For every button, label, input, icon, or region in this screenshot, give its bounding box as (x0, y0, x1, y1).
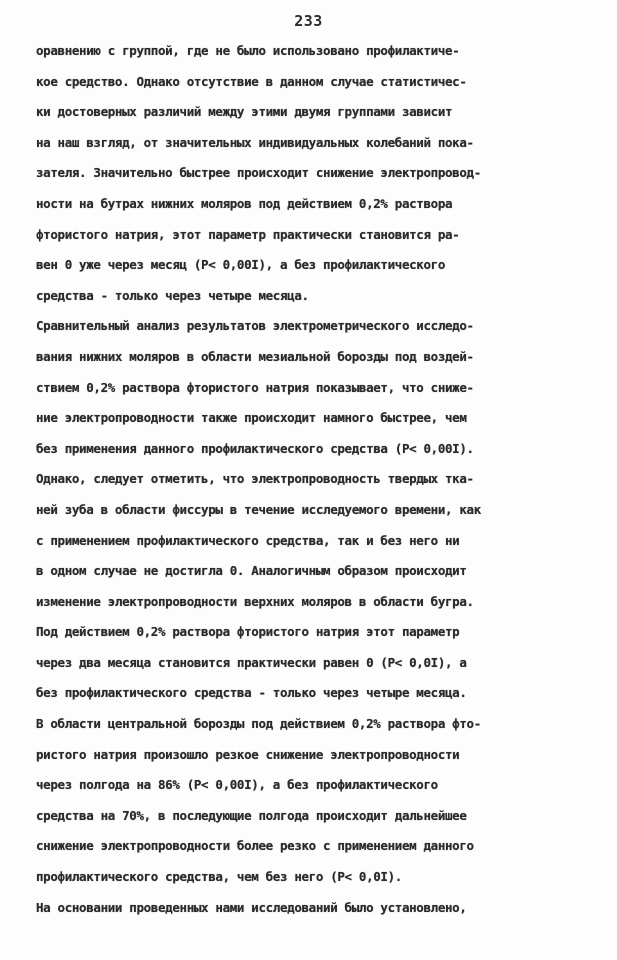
text-line: ки достоверных различий между этими двумя группами зависит (36, 104, 453, 120)
text-line: профилактического средства, чем без него (P< 0,0I). (36, 869, 402, 885)
text-line: в одном случае не достигла 0. Аналогичным образом происходит (36, 563, 467, 579)
text-line: ристого натрия произошло резкое снижение электропроводности (36, 746, 460, 762)
text-line: ности на бутрах нижних моляров под действием 0,2% раствора (36, 195, 453, 211)
text-line: без профилактического средства - только через четыре месяца. (36, 685, 467, 701)
text-line: кое средство. Однако отсутствие в данном случае статистичес- (36, 73, 467, 89)
text-line: средства на 70%, в последующие полгода происходит дальнейшее (36, 807, 467, 823)
text-line: с применением профилактического средства, так и без него ни (36, 532, 460, 548)
text-line: через два месяца становится практически равен 0 (P< 0,0I), а (36, 654, 467, 670)
text-line: На основании проведенных нами исследований было установлено, (36, 899, 467, 915)
text-line: ствием 0,2% раствора фтористого натрия показывает, что сниже- (36, 379, 474, 395)
text-line: снижение электропроводности более резко с применением данного (36, 838, 474, 854)
text-line: вания нижних моляров в области мезиальной борозды под воздей- (36, 348, 474, 364)
text-line: В области центральной борозды под действием 0,2% раствора фто- (36, 716, 481, 732)
text-line: на наш взгляд, от значительных индивидуальных колебаний пока- (36, 134, 474, 150)
text-line: Однако, следует отметить, что электропроводность твердых тка- (36, 471, 474, 487)
text-line: Сравнительный анализ результатов электрометрического исследо- (36, 318, 474, 334)
text-line: средства - только через четыре месяца. (36, 287, 309, 303)
text-line: через полгода на 86% (P< 0,00I), а без профилактического (36, 777, 438, 793)
text-line: оравнению с группой, где не было использовано профилактиче- (36, 43, 460, 58)
page-number: 233 (294, 12, 323, 30)
text-line: зателя. Значительно быстрее происходит снижение электропровод- (36, 165, 481, 181)
text-line: фтористого натрия, этот параметр практически становится ра- (36, 226, 460, 242)
text-line: вен 0 уже через месяц (P< 0,00I), а без профилактического (36, 257, 446, 273)
text-line: ней зуба в области фиссуры в течение исследуемого времени, как (36, 501, 481, 517)
text-line: ние электропроводности также происходит намного быстрее, чем (36, 410, 467, 426)
body-text (36, 36, 596, 923)
text-line: Под действием 0,2% раствора фтористого натрия этот параметр (36, 624, 460, 640)
text-line: изменение электропроводности верхних моляров в области бугра. (36, 593, 474, 609)
text-line: без применения данного профилактического средства (P< 0,00I). (36, 440, 474, 456)
